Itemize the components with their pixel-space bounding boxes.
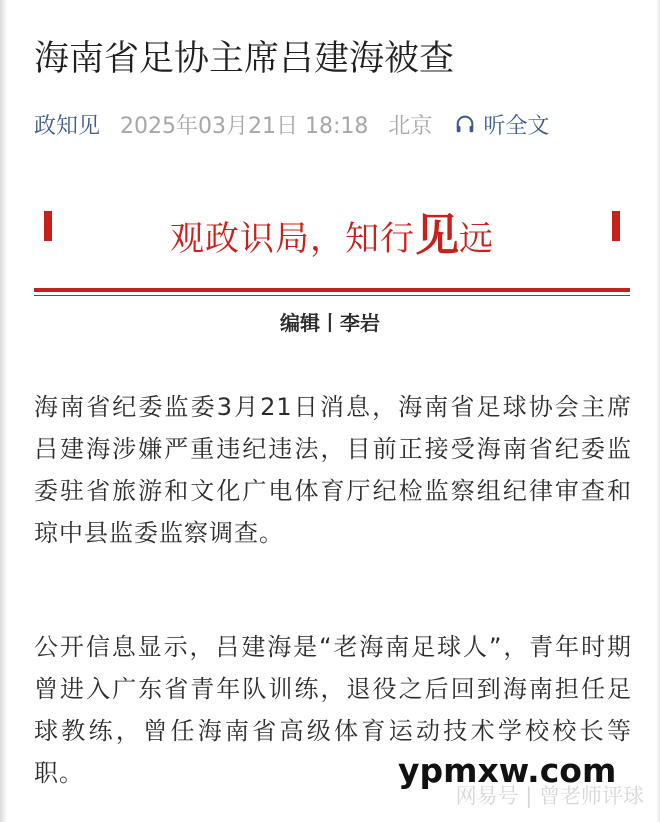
headphones-icon: [454, 113, 476, 135]
publish-location: 北京: [388, 113, 433, 139]
source-watermark: 网易号 | 曾老师评球: [455, 784, 644, 808]
column-banner: [34, 185, 630, 297]
slogan-text-start: 观政识局，知行: [170, 219, 415, 259]
banner-right-bar: [612, 211, 620, 241]
right-edge-shadow: [656, 0, 660, 822]
slogan-emphasis: 见: [415, 210, 459, 261]
article-title: 海南省足协主席吕建海被查: [34, 39, 455, 79]
listen-full-text-button[interactable]: [454, 109, 549, 140]
listen-label: 听全文: [483, 113, 550, 139]
banner-slogan: [34, 199, 630, 263]
banner-divider-thick: [34, 288, 630, 292]
slogan-text-end: 远: [459, 219, 494, 259]
editor-credit: 编辑丨李岩: [280, 311, 380, 335]
publish-date: 2025年03月21日 18:18: [120, 113, 369, 139]
banner-divider-thin: [34, 295, 630, 296]
article-meta: [34, 107, 549, 141]
article-paragraph-2: 公开信息显示，吕建海是“老海南足球人”，青年时期曾进入广东省青年队训练，退役之后回到海南担任足球教练，曾任海南省高级体育运动技术学校校长等职。: [34, 633, 632, 787]
article-paragraph-1: 海南省纪委监委3月21日消息，海南省足球协会主席吕建海涉嫌严重违纪违法，目前正接受海南省纪委监委驻省旅游和文化广电体育厅纪检监察组纪律审查和琼中县监委监察调查。: [34, 393, 632, 547]
author-link[interactable]: 政知见: [34, 113, 101, 139]
left-edge-shadow: [0, 0, 8, 822]
site-watermark: ypmxw.com: [398, 751, 617, 790]
